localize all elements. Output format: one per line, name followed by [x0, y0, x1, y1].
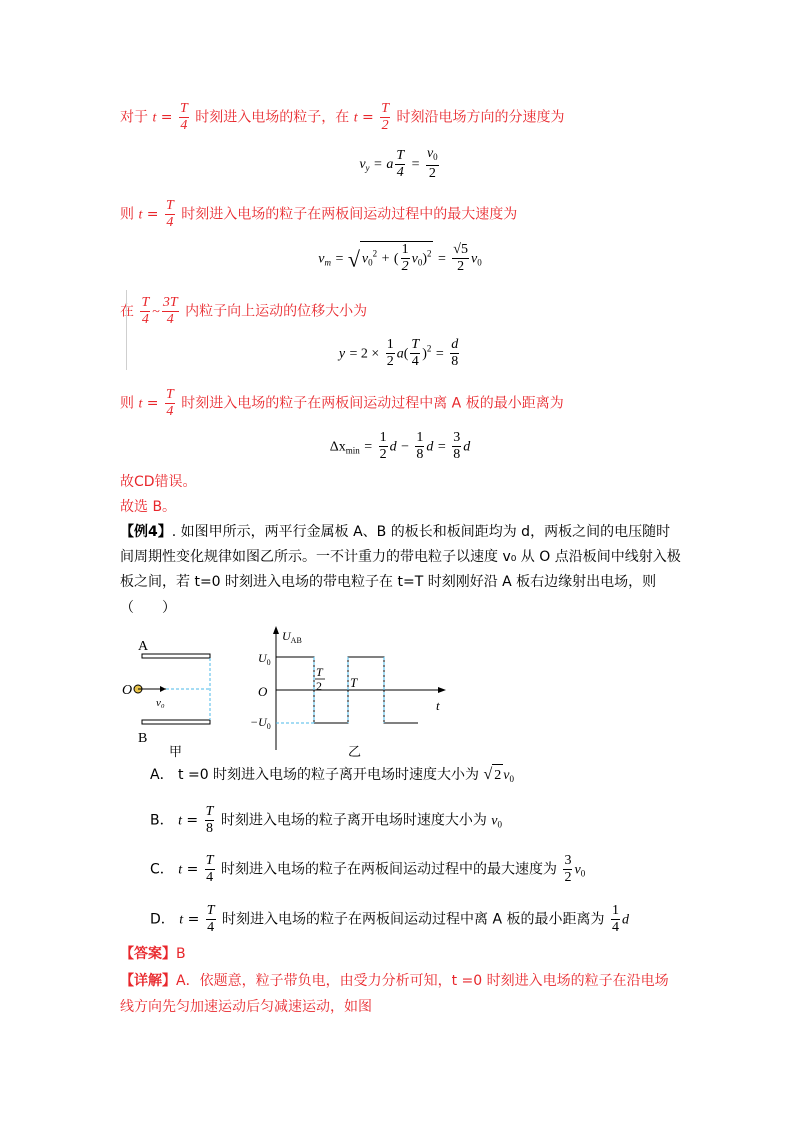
- choice-label: A．: [150, 767, 174, 783]
- figure-jia: [116, 632, 226, 758]
- eq-symbol: Δx: [329, 439, 346, 455]
- detail-tag: 【详解】: [120, 973, 176, 989]
- solution-line-6: 故选 B。: [120, 499, 177, 515]
- example-line-2: 间周期性变化规律如图乙所示。一不计重力的带电粒子以速度 v₀ 从 O 点沿板间中线射入极: [120, 549, 681, 565]
- example-tag: 【例4】: [120, 524, 172, 540]
- choice-a[interactable]: A． t =0 时刻进入电场的粒子离开电场时速度大小为 √ 2 $v_0$: [150, 764, 514, 790]
- example-line-3: 板之间，若 t=0 时刻进入电场的带电粒子在 t=T 时刻刚好沿 A 板右边缘射出电场，则: [120, 574, 657, 590]
- x-axis-arrow: [438, 687, 446, 693]
- text: 则: [120, 395, 134, 412]
- text: 则: [120, 206, 134, 223]
- solution-line-2: 则 t = $\frac{T}{4}$ 时刻进入电场的粒子在两板间运动过程中的最大速度为: [120, 198, 518, 230]
- plate-b-label: B: [138, 731, 148, 746]
- text: 时刻进入电场的粒子，在: [195, 109, 350, 126]
- origin-o-label: O: [122, 683, 133, 698]
- v0-label: v₀: [156, 697, 165, 709]
- choice-c[interactable]: C． t = $\frac{T}{4}$ 时刻进入电场的粒子在两板间运动过程中的最大速度为 $\frac{3}{2}$ $v_0$: [150, 853, 586, 885]
- equation-vm: $v_m$ = √ $v_0^2$ + ( $\frac{1}{2}$ $v_0)^2$ = $\frac{√5}{2}$ $v_0$: [318, 242, 482, 274]
- example-line-1: [120, 521, 670, 543]
- choice-d[interactable]: D． t = $\frac{T}{4}$ 时刻进入电场的粒子在两板间运动过程中离 A 板的最小距离为 $\frac{1}{4}$ d: [150, 903, 629, 935]
- text: 对于: [120, 109, 148, 126]
- eq-symbol: v: [359, 157, 366, 172]
- u0-label: $U_0$: [258, 651, 271, 667]
- choice-text: 时刻进入电场的粒子在两板间运动过程中离 A 板的最小距离为: [222, 911, 605, 928]
- text: A．依题意，粒子带负电，由受力分析可知，t =0 时刻进入电场的粒子在沿电场: [176, 973, 669, 989]
- eq-subscript: min: [345, 445, 360, 456]
- choice-label: C．: [150, 861, 174, 878]
- plate-a-label: A: [138, 639, 149, 654]
- arrow-head: [160, 686, 166, 692]
- x-axis-label: t: [436, 698, 440, 713]
- text: . 如图甲所示，两平行金属板 A、B 的板长和板间距均为 d，两板之间的电压随时: [171, 524, 671, 540]
- eq-symbol: v: [318, 251, 325, 267]
- eq-subscript: m: [324, 257, 331, 268]
- text: 时刻进入电场的粒子在两板间运动过程中的最大速度为: [181, 206, 518, 223]
- solution-line-1: 对于 t = $\frac{T}{4}$ 时刻进入电场的粒子，在 t = $\frac{T}{2}$ 时刻沿电场方向的分速度为: [120, 101, 565, 133]
- detail-line-2: 线方向先匀加速运动后匀减速运动，如图: [120, 999, 372, 1015]
- solution-line-5: 故CD错误。: [120, 474, 197, 490]
- plate-b: [142, 720, 210, 724]
- choice-b[interactable]: B． t = $\frac{T}{8}$ 时刻进入电场的粒子离开电场时速度大小为 $v_0$: [150, 804, 503, 836]
- choice-text: 时刻进入电场的粒子在两板间运动过程中的最大速度为: [221, 861, 558, 878]
- t-label: T: [350, 675, 358, 690]
- half-t-num: T: [316, 665, 323, 679]
- equation-dx: $\Delta x_{min}$ = $\frac{1}{2}$ d − $\frac{1}{8}$ d = $\frac{3}{8}$ d: [329, 430, 471, 462]
- neg-u0-label: $-U_0$: [250, 715, 271, 731]
- y-axis-label: $U_{AB}$: [282, 629, 302, 645]
- equation-vy: $v_y = a$ $\frac{T}{4}$ = $\frac{v_0}{2}$: [359, 146, 438, 181]
- text: 时刻进入电场的粒子在两板间运动过程中离 A 板的最小距离为: [181, 395, 564, 412]
- caption-yi: 乙: [348, 744, 362, 759]
- caption-jia: 甲: [169, 744, 183, 758]
- answer-tag: 【答案】: [120, 946, 176, 962]
- choice-text: 时刻进入电场的粒子离开电场时速度大小为: [220, 812, 487, 829]
- solution-line-4: 则 t = $\frac{T}{4}$ 时刻进入电场的粒子在两板间运动过程中离 A 板的最小距离为: [120, 387, 564, 419]
- text: 内粒子向上运动的位移大小为: [185, 303, 368, 320]
- eq-subscript: y: [365, 163, 370, 173]
- equation-y: y = 2 × $\frac{1}{2}$ a( $\frac{T}{4}$ )$^2$ = $\frac{d}{8}$: [338, 337, 459, 369]
- choice-label: B．: [150, 812, 174, 829]
- choice-label: D．: [150, 911, 175, 928]
- plate-a: [142, 654, 210, 658]
- solution-line-3: 在 $\frac{T}{4}$ ~ $\frac{3T}{4}$ 内粒子向上运动的位移大小为: [120, 295, 368, 327]
- detail-line-1: [120, 970, 669, 992]
- choice-text: t =0 时刻进入电场的粒子离开电场时速度大小为: [178, 767, 480, 783]
- y-axis-arrow: [273, 626, 279, 634]
- example-line-4: （ ）: [120, 600, 176, 616]
- text: 在: [120, 303, 134, 320]
- half-t-den: 2: [316, 679, 322, 693]
- origin-label: O: [258, 684, 268, 699]
- answer-value: B: [176, 946, 186, 962]
- figure-yi: [250, 620, 450, 760]
- text: 时刻沿电场方向的分速度为: [396, 109, 565, 126]
- answer-line: [120, 943, 186, 965]
